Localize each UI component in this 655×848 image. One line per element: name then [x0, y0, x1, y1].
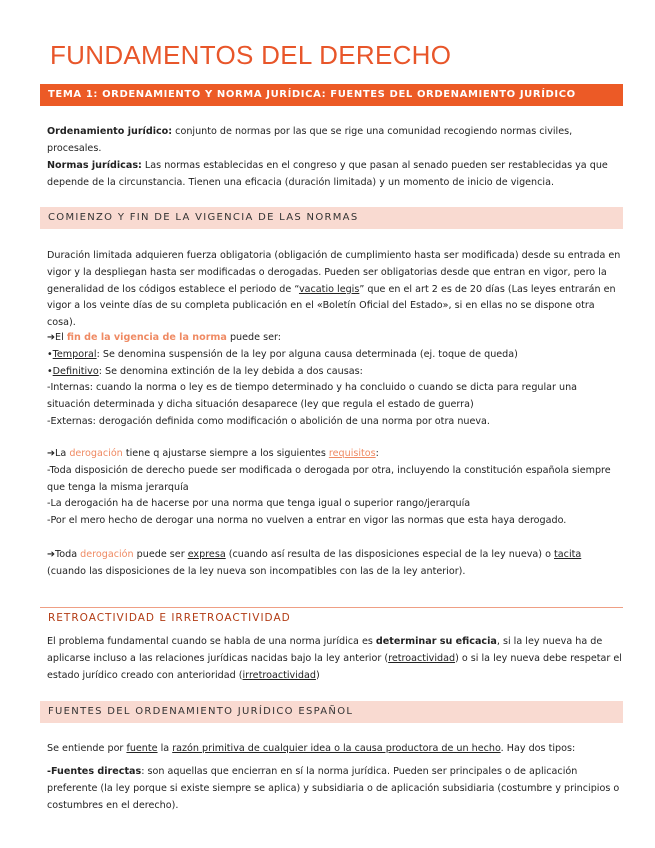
retro-text-a: El problema fundamental cuando se habla de una norma jurídica es	[47, 636, 376, 647]
normas-paragraph	[47, 158, 623, 192]
fuentes-directas-definition: : son aquellas que encierran en sí la norma jurídica. Pueden ser principales o de aplicación preferente (la ley porque si existe siempre se aplica) y subsidiaria o de aplicación subsidiaria (costumbre y principios o costumbres en el derecho).	[47, 766, 620, 811]
fuentes-directas-term: -Fuentes directas	[47, 766, 142, 777]
derogacion-line	[47, 446, 623, 463]
requisitos-highlight: requisitos	[328, 448, 376, 459]
arrow-icon: ➔El	[47, 332, 67, 343]
definitivo-definition: : Se denomina extinción de la ley debida a dos causas:	[98, 365, 363, 377]
section-heading-fuentes: FUENTES DEL ORDENAMIENTO JURÍDICO ESPAÑOL	[40, 701, 623, 723]
requisito-2: -La derogación ha de hacerse por una norma que tenga igual o superior rango/jerarquía	[47, 498, 471, 510]
document-title: FUNDAMENTOS DEL DERECHO	[50, 40, 452, 70]
derogacion-colon: :	[375, 448, 379, 459]
retro-text-c: ) o si la ley nueva debe respetar el estado jurídico creado con anterioridad (	[47, 652, 622, 681]
internas-item: -Internas: cuando la norma o ley es de tiempo determinado y ha concluido o cuando se dicta para regular una situación determinada y dicha situación desaparece (ley que regula el estado de guerra)	[47, 382, 578, 411]
definitivo-term: Definitivo	[52, 365, 99, 377]
fuentes-directas-paragraph	[47, 764, 623, 814]
retroactividad-paragraph	[47, 634, 623, 684]
fuentes-text-b: la	[157, 743, 173, 754]
temporal-item	[47, 347, 623, 364]
toda-derogacion-highlight: derogación	[80, 549, 134, 560]
vigencia-text-a: Duración limitada adquieren fuerza obligatoria (obligación de cumplimiento hasta ser modificada) desde su entrada en vigor y la despliegan hasta ser modificadas o derogadas. Pueden ser obligatorias desde que entran en vigor, pero la generalidad de los códigos establece el periodo de “	[47, 250, 621, 295]
ordenamiento-paragraph	[47, 124, 623, 158]
fin-vigencia-block	[47, 330, 623, 431]
temporal-definition: : Se denomina suspensión de la ley por alguna causa determinada (ej. toque de queda)	[96, 348, 518, 360]
derogacion-highlight: derogación	[69, 448, 123, 459]
vigencia-paragraph	[47, 248, 623, 332]
section-heading-vigencia: COMIENZO Y FIN DE LA VIGENCIA DE LAS NORMAS	[40, 207, 623, 229]
definitivo-item	[47, 364, 623, 381]
vigencia-text-b: ” que en el art 2 es de 20 días (Las leyes entrarán en vigor a los veinte días de su completa publicación en el «Boletín Oficial del Estado», si en ellas no se dispone otra cosa).	[47, 283, 616, 329]
vacatio-legis-term: vacatio legis	[298, 283, 360, 295]
fuente-term: fuente	[126, 743, 158, 754]
derogacion-block	[47, 446, 623, 530]
irretroactividad-term: irretroactividad	[242, 669, 316, 681]
externas-item: -Externas: derogación definida como modificación o abolición de una norma por otra nueva.	[47, 415, 490, 427]
topic-banner: TEMA 1: ORDENAMIENTO Y NORMA JURÍDICA: FUENTES DEL ORDENAMIENTO JURÍDICO	[40, 84, 623, 106]
toda-mid-1: puede ser	[133, 549, 188, 560]
fin-vigencia-highlight: fin de la vigencia de la norma	[66, 332, 227, 343]
fuentes-paragraph	[47, 741, 623, 758]
retro-text-d: )	[315, 669, 320, 681]
retroactividad-term: retroactividad	[388, 652, 456, 664]
section-divider	[40, 607, 623, 608]
arrow-icon: ➔Toda	[47, 549, 81, 560]
tacita-term: tacita	[554, 549, 582, 560]
bullet-icon: •	[47, 348, 53, 360]
toda-end: (cuando las disposiciones de la ley nueva son incompatibles con las de la ley anterior).	[47, 565, 466, 577]
fin-vigencia-line	[47, 330, 623, 347]
fuentes-text-a: Se entiende por	[47, 743, 127, 754]
toda-derogacion-paragraph	[47, 547, 623, 581]
retro-text-b: , si la ley nueva ha de aplicarse incluso a las relaciones jurídicas nacidas bajo la ley anterior (	[47, 636, 603, 664]
arrow-icon: ➔La	[47, 448, 70, 459]
derogacion-mid: tiene q ajustarse siempre a los siguientes	[122, 448, 329, 459]
section-heading-retroactividad: RETROACTIVIDAD E IRRETROACTIVIDAD	[48, 612, 291, 624]
temporal-term: Temporal	[52, 348, 97, 360]
fuentes-text-c: . Hay dos tipos:	[500, 743, 576, 754]
ordenamiento-term: Ordenamiento jurídico:	[47, 126, 173, 137]
expresa-term: expresa	[187, 549, 226, 560]
ordenamiento-definition: conjunto de normas por las que se rige una comunidad recogiendo normas civiles, procesales.	[47, 126, 573, 154]
toda-mid-2: (cuando así resulta de las disposiciones especial de la ley nueva) o	[225, 549, 555, 560]
bullet-icon: •	[47, 365, 53, 377]
determinar-eficacia-term: determinar su eficacia	[375, 636, 497, 647]
requisito-1: -Toda disposición de derecho puede ser modificada o derogada por otra, incluyendo la constitución española siempre que tenga la misma jerarquía	[47, 464, 611, 493]
razon-primitiva-term: razón primitiva de cualquier idea o la causa productora de un hecho	[172, 743, 501, 754]
requisito-3: -Por el mero hecho de derogar una norma no vuelven a entrar en vigor las normas que esta haya derogado.	[47, 515, 567, 527]
fin-vigencia-rest: puede ser:	[226, 332, 281, 343]
normas-definition: Las normas establecidas en el congreso y que pasan al senado pueden ser restablecidas ya que depende de la circunstancia. Tienen una eficacia (duración limitada) y un momento de inicio de vigencia.	[47, 160, 608, 188]
normas-term: Normas jurídicas:	[47, 160, 142, 171]
